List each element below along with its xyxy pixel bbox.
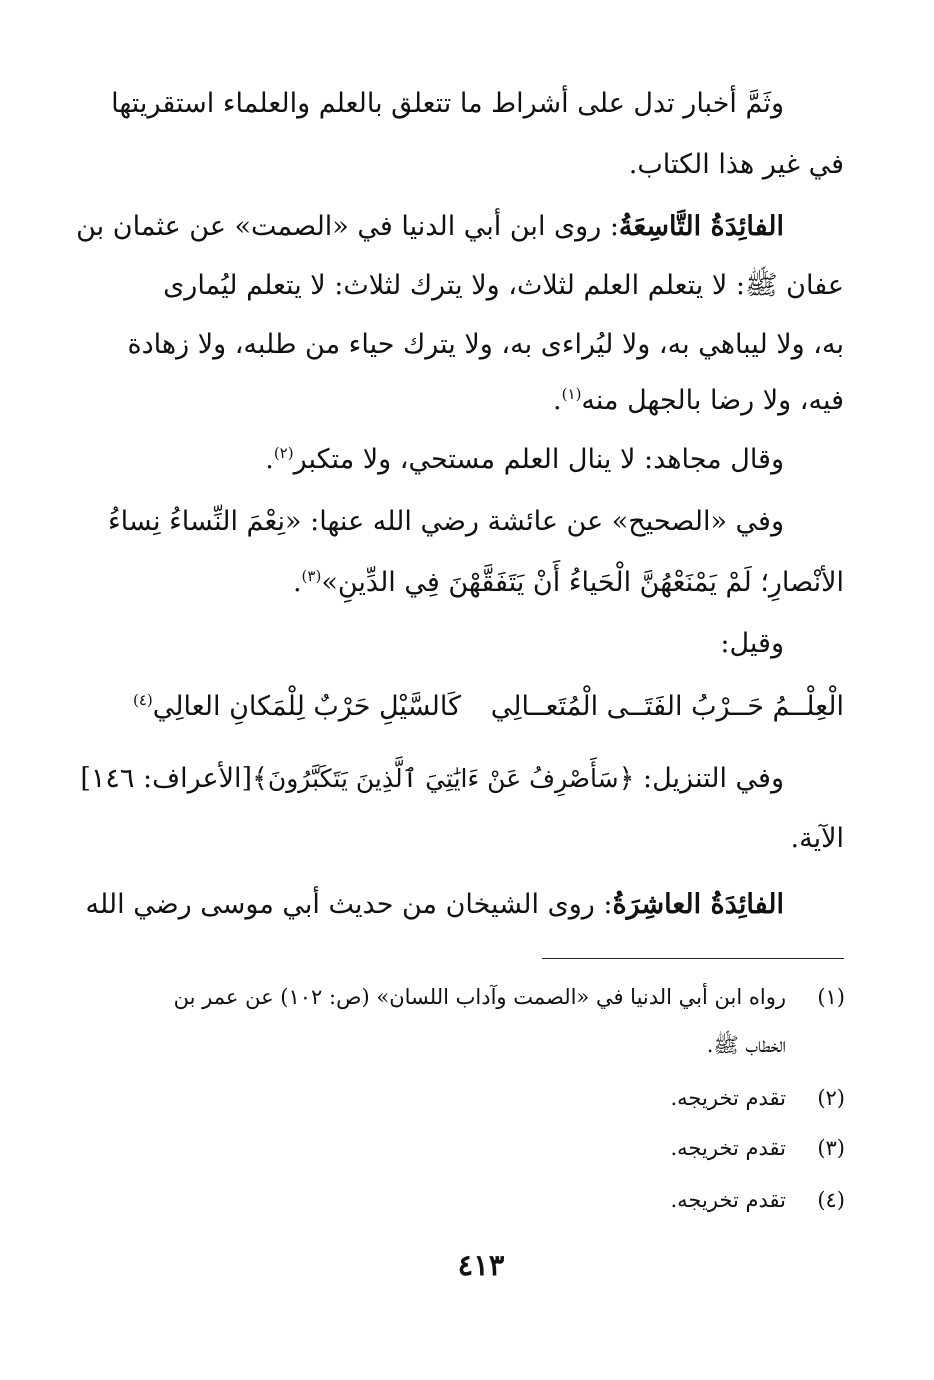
- poem-second-hemistich: [133, 687, 461, 727]
- ninth-benefit-text: : روى ابن أبي الدنيا في «الصمت» عن عثمان بن: [76, 211, 619, 242]
- footnote-3-number: (٣): [817, 1136, 845, 1160]
- quran-intro: وفي التنزيل: ﴿: [618, 763, 784, 794]
- line-12-text: الآية.: [790, 823, 844, 854]
- line-7-end: .: [265, 444, 274, 475]
- text-line-10: [720, 624, 784, 664]
- text-line-4: [163, 266, 844, 306]
- line-2-text: في غير هذا الكتاب.: [628, 149, 844, 180]
- quran-reference: ﴾[الأعراف: ١٤٦]: [80, 763, 268, 794]
- text-line-7: [265, 440, 784, 480]
- page-number: ٤١٣: [457, 1248, 505, 1282]
- footnote-ref-2[interactable]: (٢): [273, 444, 294, 462]
- line-1-text: وثَمَّ أخبار تدل على أشراط ما تتعلق بالعلم والعلماء استقريتها: [111, 88, 784, 119]
- line-4-text: عفان ﷺ: لا يتعلم العلم لثلاث، ولا يترك لثلاث: لا يتعلم ليُمارى: [163, 270, 844, 301]
- tenth-benefit-line: [86, 885, 785, 925]
- ninth-benefit-line: [76, 207, 784, 247]
- text-line-5: [127, 325, 844, 365]
- footnote-1-line-1: رواه ابن أبي الدنيا في «الصمت وآداب اللسان» (ص: ١٠٢) عن عمر بن: [173, 985, 786, 1009]
- poem-first-text: الْعِلْــمُ حَــرْبُ الفَتَــى الْمُتَعــالِي: [490, 691, 844, 722]
- line-10-text: وقيل:: [720, 628, 784, 659]
- line-9-text: الأنْصارِ؛ لَمْ يَمْنَعْهُنَّ الْحَياءُ أَنْ يَتَفَقَّهْنَ فِي الدِّينِ»: [321, 567, 844, 598]
- quran-line: [80, 759, 784, 799]
- poem-second-text: كَالسَّيْلِ حَرْبٌ لِلْمَكانِ العالِي: [152, 691, 461, 722]
- line-7-text: وقال مجاهد: لا ينال العلم مستحي، ولا متكبر: [293, 444, 784, 475]
- footnote-2-number: (٢): [817, 1086, 845, 1110]
- footnote-4-number: (٤): [817, 1188, 845, 1212]
- line-8-text: وفي «الصحيح» عن عائشة رضي الله عنها: «نِعْمَ النِّساءُ نِساءُ: [107, 506, 784, 537]
- line-6-end: .: [553, 385, 562, 416]
- ninth-benefit-heading: الفائِدَةُ التَّاسِعَةُ: [618, 211, 784, 242]
- text-line-12: [791, 819, 844, 859]
- line-5-text: به، ولا ليباهي به، ولا ليُراءى به، ولا يترك حياء من طلبه، ولا زهادة: [127, 329, 844, 360]
- footnote-2-text: تقدم تخريجه.: [670, 1086, 786, 1110]
- text-line-6: [553, 381, 844, 421]
- footnote-3-text: تقدم تخريجه.: [670, 1136, 786, 1160]
- text-line-9: [293, 563, 844, 603]
- footnote-1-number: (١): [817, 985, 845, 1009]
- line-6-text: فيه، ولا رضا بالجهل منه: [581, 385, 844, 416]
- footnote-ref-3[interactable]: (٣): [301, 567, 322, 585]
- text-line-8: [108, 502, 784, 542]
- quran-verse: سَأَصْرِفُ عَنْ ءَايَٰتِيَ ٱلَّذِينَ يَتَكَبَّرُونَ: [267, 764, 619, 793]
- footnote-4-text: تقدم تخريجه.: [670, 1188, 786, 1212]
- footnote-ref-1[interactable]: (١): [561, 385, 582, 403]
- footnote-ref-4[interactable]: (٤): [133, 691, 153, 709]
- tenth-benefit-text: : روى الشيخان من حديث أبي موسى رضي الله: [85, 889, 613, 920]
- text-line-1: [111, 84, 784, 124]
- line-9-end: .: [292, 567, 302, 598]
- footnote-1-line-2: الخطاب ﷺ.: [706, 1033, 786, 1057]
- poem-first-hemistich: [491, 687, 844, 727]
- tenth-benefit-heading: الفائِدَةُ العاشِرَةُ: [612, 889, 784, 920]
- footnote-separator: [542, 958, 844, 959]
- text-line-2: [629, 145, 844, 185]
